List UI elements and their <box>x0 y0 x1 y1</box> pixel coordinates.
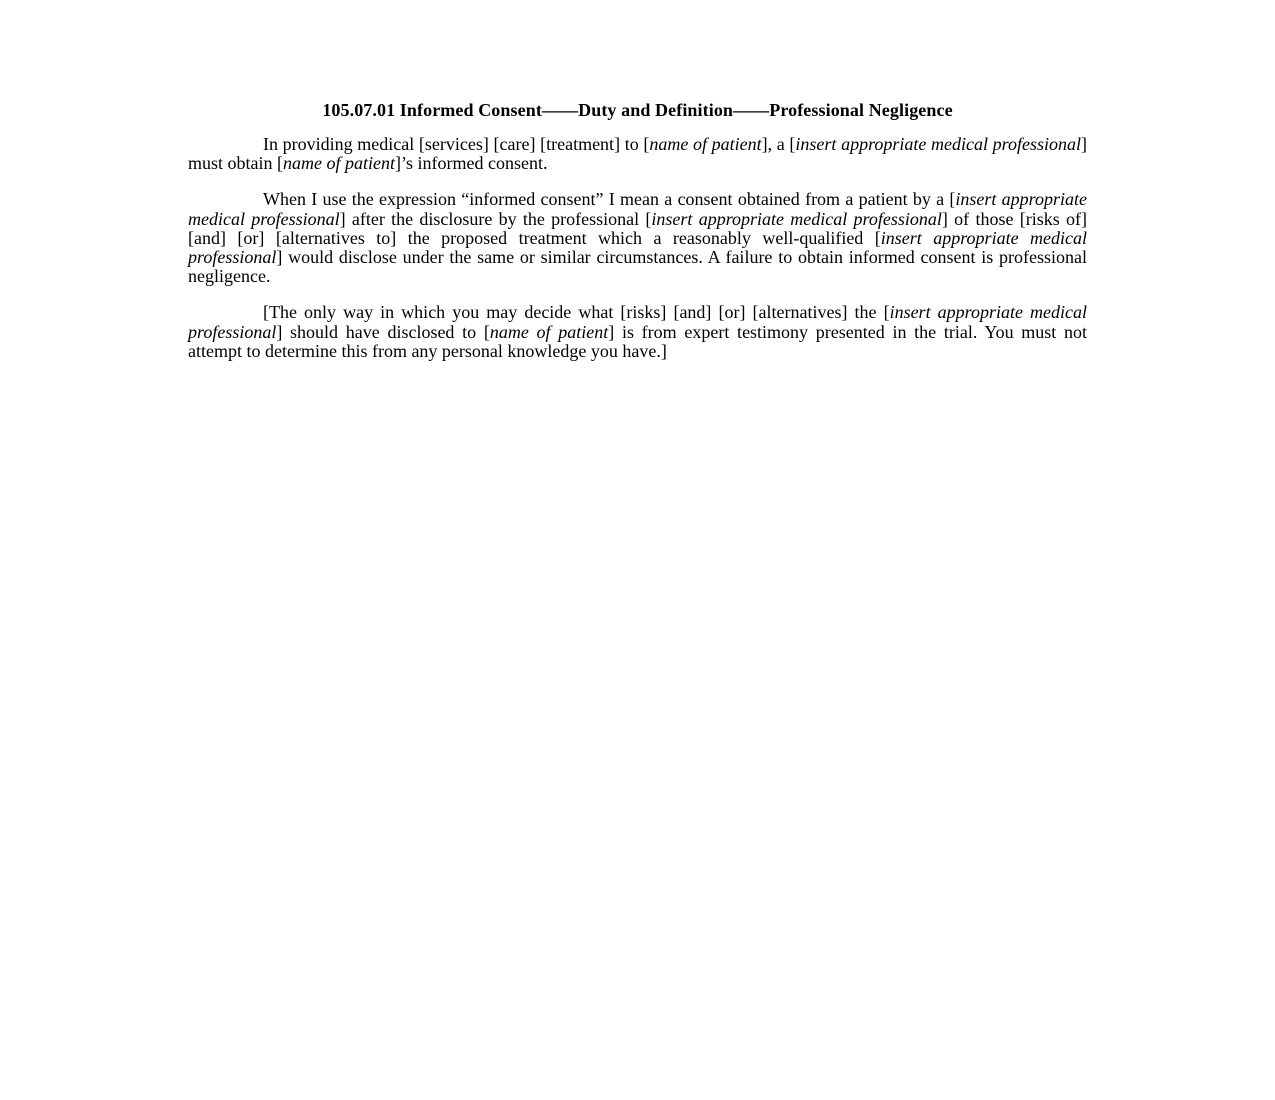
placeholder-text: insert appropriate medical professional <box>795 134 1082 154</box>
paragraph-text: ]’s informed consent. <box>394 153 548 174</box>
placeholder-text: insert appropriate medical professional <box>188 227 1087 268</box>
paragraph-text: ] should have disclosed to [ <box>276 321 490 342</box>
paragraph-text: ] would disclose under the same or similar circumstances. A failure to obtain informed consent is professional negligence. <box>188 247 1087 287</box>
placeholder-text: insert appropriate medical professional <box>651 208 942 229</box>
placeholder-text: name of patient <box>489 321 609 342</box>
paragraph-duty <box>188 135 1087 173</box>
paragraph-text: ] must obtain [ <box>188 134 1088 174</box>
placeholder-text: insert appropriate medical professional <box>188 189 1087 229</box>
paragraph-text: In providing medical [services] [care] [treatment] to [ <box>263 134 650 154</box>
paragraph-text: ] after the disclosure by the professional [ <box>339 208 652 229</box>
placeholder-text: name of patient <box>649 134 762 154</box>
paragraph-text: ], a [ <box>761 134 796 154</box>
paragraph-text: ] of those [risks of] [and] [or] [alternatives to] the proposed treatment which a reasonably well-qualified [ <box>188 208 1087 248</box>
paragraph-text: ] is from expert testimony presented in the trial. You must not attempt to determine this from any personal knowledge you have.] <box>188 321 1088 361</box>
paragraph-text: [The only way in which you may decide what [risks] [and] [or] [alternatives] the [ <box>263 302 890 323</box>
paragraph-definition <box>188 190 1087 286</box>
placeholder-text: insert appropriate medical professional <box>188 302 1087 342</box>
placeholder-text: name of patient <box>283 153 395 174</box>
paragraph-expert-testimony <box>188 303 1087 361</box>
document-title: 105.07.01 Informed Consent——Duty and Definition——Professional Negligence <box>322 100 953 120</box>
document-page <box>188 100 1087 378</box>
paragraph-text: When I use the expression “informed consent” I mean a consent obtained from a patient by a [ <box>263 189 956 210</box>
